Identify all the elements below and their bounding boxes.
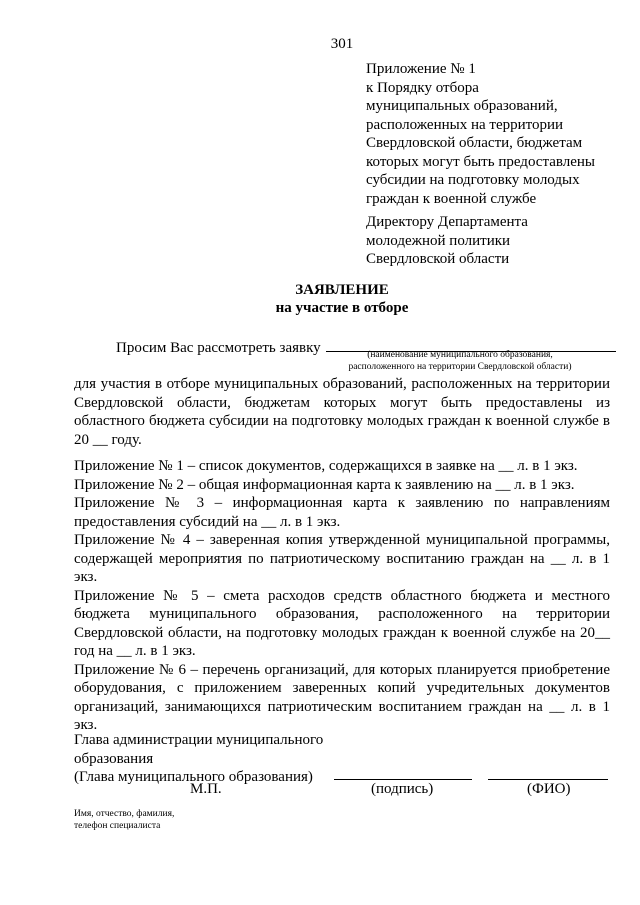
recipient-line: Директору Департамента xyxy=(366,214,528,230)
stamp-label: М.П. xyxy=(190,781,222,797)
signer-title xyxy=(74,731,323,787)
name-label: (ФИО) xyxy=(527,781,571,797)
request-lead-text: Просим Вас рассмотреть заявку xyxy=(116,340,321,356)
signature-blank-line[interactable] xyxy=(334,779,472,780)
attachment-item: Приложение № 1 – список документов, содержащихся в заявке на __ л. в 1 экз. xyxy=(74,458,578,474)
attachment-item: Приложение № 2 – общая информационная карта к заявлению на __ л. в 1 экз. xyxy=(74,476,575,493)
document-title: ЗАЯВЛЕНИЕ xyxy=(295,282,389,298)
request-body-text: для участия в отборе муниципальных образований, расположенных на территории Свердловской области, бюджетам которых могут быть предоставлены из областного бюджета субсидии на подготовку молодых граждан к военной службе в 20 __ году. xyxy=(74,376,610,448)
request-hint-line: расположенного на территории Свердловской области) xyxy=(348,362,572,372)
appendix-line: к Порядку отбора xyxy=(366,79,479,96)
attachment-item: Приложение № 5 – смета расходов средств областного бюджета и местного бюджета муниципального образования, расположенного на территории Свердловской области, на подготовку молодых граждан к военной службе на 20__ год на __ л. в 1 экз. xyxy=(74,587,610,659)
name-blank-line[interactable] xyxy=(488,779,608,780)
attachment-item: Приложение № 3 – информационная карта к заявлению по направлениям предоставления субсидий на __ л. в 1 экз. xyxy=(74,495,610,530)
document-subtitle: на участие в отборе xyxy=(275,300,409,316)
appendix-line: которых могут быть предоставлены xyxy=(366,153,595,170)
appendix-line: Приложение № 1 xyxy=(366,61,476,77)
page-number: 301 xyxy=(330,36,354,52)
specialist-contact-note xyxy=(74,808,174,832)
signer-title-line: Глава администрации муниципального xyxy=(74,732,324,748)
recipient-line: молодежной политики xyxy=(366,232,511,249)
footer-note-line: телефон специалиста xyxy=(74,821,161,831)
recipient-line: Свердловской области xyxy=(366,251,510,267)
attachments-list xyxy=(74,457,610,735)
request-hint-line: (наименование муниципального образования, xyxy=(367,350,553,360)
recipient-block xyxy=(366,213,528,269)
appendix-reference xyxy=(366,60,595,208)
request-blank-hint xyxy=(300,349,620,373)
attachment-item: Приложение № 4 – заверенная копия утвержденной муниципальной программы, содержащей мероприятия по патриотическому воспитанию граждан на __ л. в 1 экз. xyxy=(74,532,610,585)
appendix-line: Свердловской области, бюджетам xyxy=(366,135,583,151)
appendix-line: субсидии на подготовку молодых xyxy=(366,172,580,188)
footer-note-line: Имя, отчество, фамилия, xyxy=(74,809,175,819)
appendix-line: граждан к военной службе xyxy=(366,190,537,207)
signature-label: (подпись) xyxy=(371,781,434,797)
signer-title-line: образования xyxy=(74,750,154,767)
appendix-line: муниципальных образований, xyxy=(366,98,558,114)
appendix-line: расположенных на территории xyxy=(366,116,564,133)
signer-title-line: (Глава муниципального образования) xyxy=(74,769,313,785)
attachment-item: Приложение № 6 – перечень организаций, для которых планируется приобретение оборудования, с приложением заверенных копий учредительных документов организаций, занимающихся патриотическим воспитанием граждан на __ л. в 1 экз. xyxy=(74,661,610,733)
